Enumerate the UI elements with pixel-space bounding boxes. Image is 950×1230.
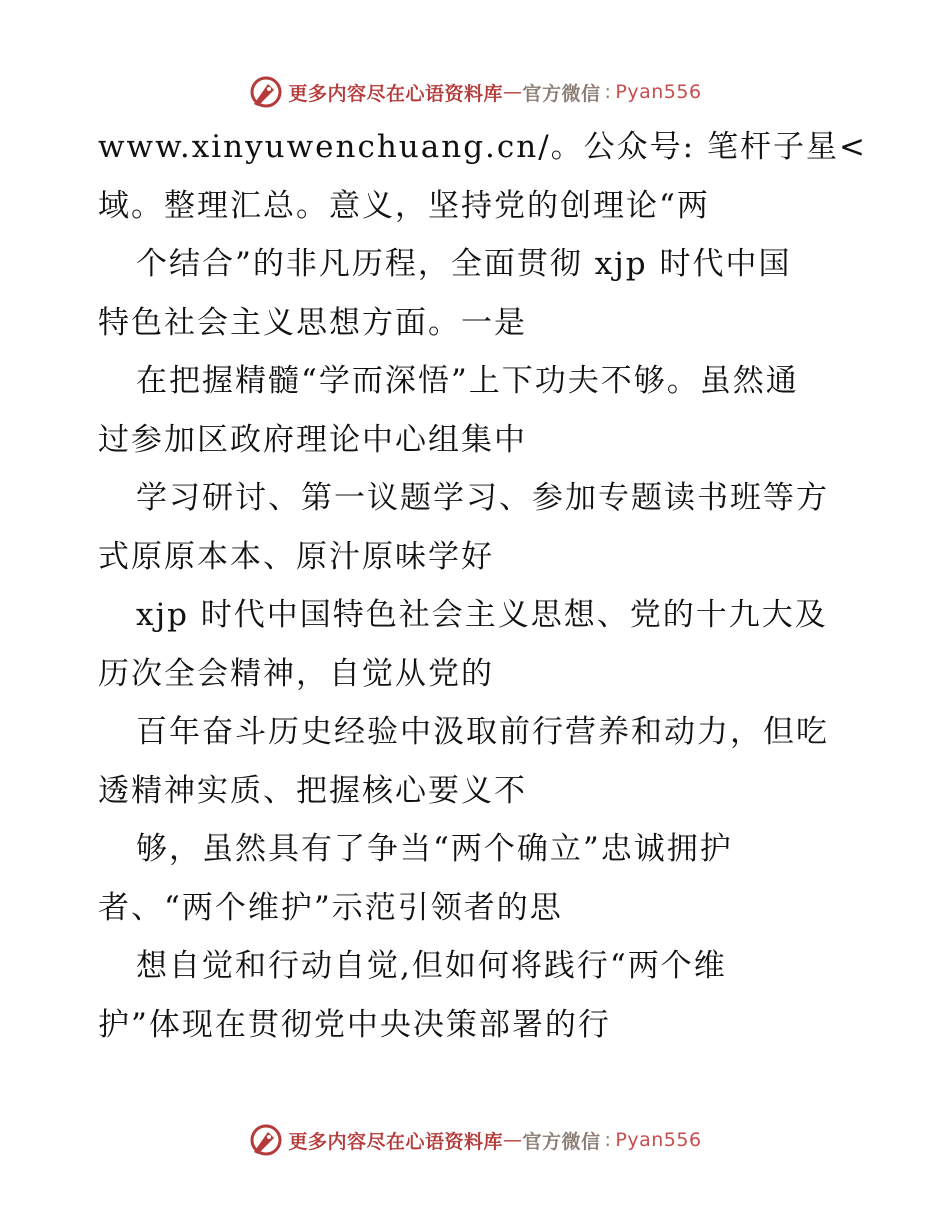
text-line: 想自觉和行动自觉,但如何将践行“两个维 (136, 948, 727, 984)
text-line: 在把握精髓“学而深悟”上下功夫不够。虽然通 (136, 363, 799, 399)
text-line: www.xinyuwenchuang.cn/。公众号: 笔杆子星< (98, 129, 867, 165)
document-body (98, 118, 867, 1054)
text-line: 式原原本本、原汁原味学好 (98, 538, 494, 575)
text-line: 个结合”的非凡历程，全面贯彻 xjp 时代中国 (136, 246, 792, 282)
banner-wechat-id: Pyan556 (615, 81, 702, 103)
banner-title: 更多内容尽在心语资料库 (288, 82, 503, 105)
text-line: 够，虽然具有了争当“两个确立”忠诚拥护 (136, 831, 733, 867)
banner-title: 更多内容尽在心语资料库 (288, 1130, 503, 1153)
pen-nib-logo-icon (248, 74, 284, 110)
text-line: 过参加区政府理论中心组集中 (98, 421, 527, 458)
text-line: 特色社会主义思想方面。一是 (98, 304, 527, 341)
footer-banner (0, 1120, 950, 1160)
banner-colon: : (604, 81, 612, 103)
text-line: 百年奋斗历史经验中汲取前行营养和动力，但吃 (136, 714, 829, 750)
banner-wechat-id: Pyan556 (615, 1129, 702, 1151)
banner-separator: — (502, 81, 523, 103)
text-line: 者、“两个维护”示范引领者的思 (98, 889, 563, 926)
text-line: 学习研讨、第一议题学习、参加专题读书班等方 (136, 480, 829, 516)
text-line: 历次全会精神，自觉从党的 (98, 655, 494, 692)
banner-official-label: 官方微信 (522, 1130, 601, 1153)
pen-nib-logo-icon (248, 1122, 284, 1158)
banner-official-label: 官方微信 (522, 82, 601, 105)
text-line: 护”体现在贯彻党中央决策部署的行 (98, 1006, 611, 1043)
banner-separator: — (502, 1129, 523, 1151)
text-line: 域。整理汇总。意义，坚持党的创理论“两 (98, 187, 710, 224)
header-banner (0, 72, 950, 112)
banner-colon: : (604, 1129, 612, 1151)
text-line: xjp 时代中国特色社会主义思想、党的十九大及 (136, 597, 828, 633)
text-line: 透精神实质、把握核心要义不 (98, 772, 527, 809)
